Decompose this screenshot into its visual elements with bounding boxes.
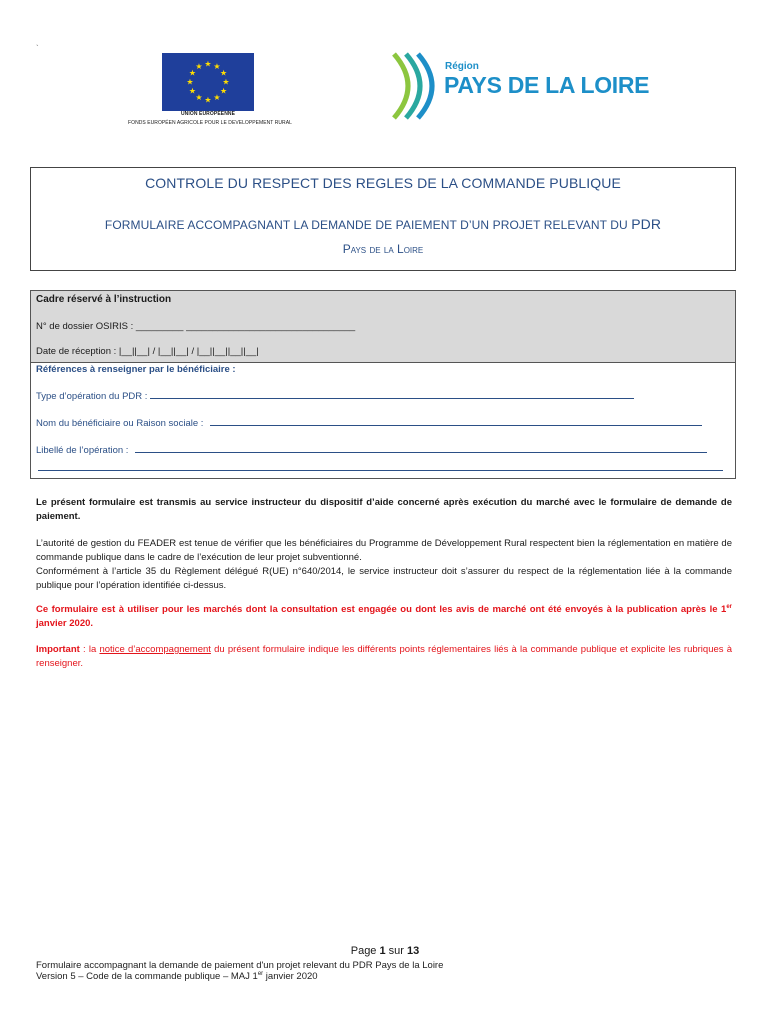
- eu-star-icon: ★: [222, 77, 230, 87]
- stray-mark: `: [36, 44, 39, 53]
- instruction-title: Cadre réservé à l’instruction: [36, 294, 172, 305]
- footer-line-1: Formulaire accompagnant la demande de paiement d'un projet relevant du PDR Pays de la Loire: [36, 960, 444, 971]
- eu-star-icon: ★: [188, 68, 196, 78]
- eu-star-icon: ★: [195, 93, 203, 103]
- feader-caption: FONDS EUROPÉEN AGRICOLE POUR LE DEVELOPPEMENT RURAL: [128, 120, 292, 126]
- subtitle-pdr: PDR: [631, 216, 662, 232]
- page-number: [0, 945, 770, 957]
- warning-end: janvier 2020.: [36, 618, 94, 629]
- date-label: Date de réception :: [36, 346, 119, 357]
- page-prefix: Page: [350, 945, 380, 957]
- notice-link[interactable]: notice d’accompagnement: [99, 644, 211, 655]
- eu-star-icon: ★: [220, 68, 228, 78]
- eu-star-icon: ★: [204, 95, 212, 105]
- type-operation-input[interactable]: [150, 390, 634, 399]
- paragraph-warning: [36, 603, 732, 631]
- region-label: Région: [445, 61, 479, 72]
- eu-star-icon: ★: [186, 77, 194, 87]
- paragraph-transmission: Le présent formulaire est transmis au service instructeur du dispositif d’aide concerné après exécution du marché avec le formulaire de demande de paiement.: [36, 497, 732, 522]
- warning-text: Ce formulaire est à utiliser pour les marchés dont la consultation est engagée ou dont les avis de marché ont été envoyés à la publication après le 1: [36, 604, 727, 615]
- dossier-field: [36, 321, 355, 332]
- operation-label-input-line2[interactable]: [38, 462, 723, 471]
- eu-star-icon: ★: [195, 61, 203, 71]
- important-label: Important: [36, 644, 80, 655]
- page-mid: sur: [385, 945, 408, 957]
- eu-star-icon: ★: [213, 61, 221, 71]
- eu-flag-logo: [162, 53, 254, 111]
- paragraph-authority: [36, 537, 732, 593]
- eu-star-icon: ★: [188, 86, 196, 96]
- important-text-b: du présent formulaire indique les différents points réglementaires liés à la commande publique et explicite les rubriques à renseigner.: [36, 644, 733, 669]
- page-subtitle-line2: Pays de la Loire: [342, 242, 424, 256]
- footer-line-2: [36, 971, 318, 982]
- references-title: Références à renseigner par le bénéficiaire :: [36, 364, 236, 375]
- paragraph-regulation-text: Conformément à l’article 35 du Règlement délégué R(UE) n°640/2014, le service instructeur doit s’assurer du respect de la réglementation liée à la commande publique pour l’opération identifiée ci-dessus.: [36, 566, 732, 591]
- dossier-blank[interactable]: _________ ________________________________: [135, 321, 356, 332]
- page-title: CONTROLE DU RESPECT DES REGLES DE LA COMMANDE PUBLIQUE: [145, 175, 621, 191]
- operation-label-field-line2: [38, 462, 723, 474]
- type-operation-field: [36, 390, 634, 402]
- date-blank[interactable]: |__||__| / |__||__| / |__||__||__||__|: [118, 346, 259, 357]
- date-field: [36, 346, 259, 357]
- page-subtitle: [30, 216, 736, 232]
- operation-label-field: [36, 444, 707, 456]
- paragraph-important: [36, 643, 732, 671]
- footer-date: janvier 2020: [263, 971, 318, 982]
- footer-version: Version 5 – Code de la commande publique – MAJ 1: [36, 971, 258, 982]
- region-name: PAYS DE LA LOIRE: [444, 72, 650, 98]
- beneficiary-name-label: Nom du bénéficiaire ou Raison sociale :: [36, 418, 207, 429]
- eu-flag-icon: [162, 53, 254, 111]
- subtitle-text: FORMULAIRE ACCOMPAGNANT LA DEMANDE DE PAIEMENT D’UN PROJET RELEVANT DU: [104, 218, 632, 232]
- important-text-a: : la: [79, 644, 100, 655]
- region-logo-arcs-icon: [388, 48, 448, 124]
- paragraph-authority-text: L’autorité de gestion du FEADER est tenue de vérifier que les bénéficiaires du Programme de Développement Rural respectent bien la réglementation en matière de commande publique dans le cadre de l’exécution de leur projet subventionné.: [36, 538, 732, 563]
- footer-sup: er: [257, 970, 264, 977]
- eu-star-icon: ★: [204, 59, 212, 69]
- operation-label-input[interactable]: [135, 444, 707, 453]
- dossier-label: N° de dossier OSIRIS :: [36, 321, 136, 332]
- eu-star-icon: ★: [220, 86, 228, 96]
- operation-label-label: Libellé de l’opération :: [36, 445, 132, 456]
- eu-caption: UNION EUROPÉENNE: [180, 111, 236, 117]
- warning-sup: er: [726, 603, 732, 610]
- type-operation-label: Type d’opération du PDR :: [36, 391, 151, 402]
- page-total: 13: [407, 945, 420, 957]
- beneficiary-name-input[interactable]: [210, 417, 702, 426]
- beneficiary-name-field: [36, 417, 702, 429]
- eu-star-icon: ★: [213, 93, 221, 103]
- page-current: 1: [379, 945, 386, 957]
